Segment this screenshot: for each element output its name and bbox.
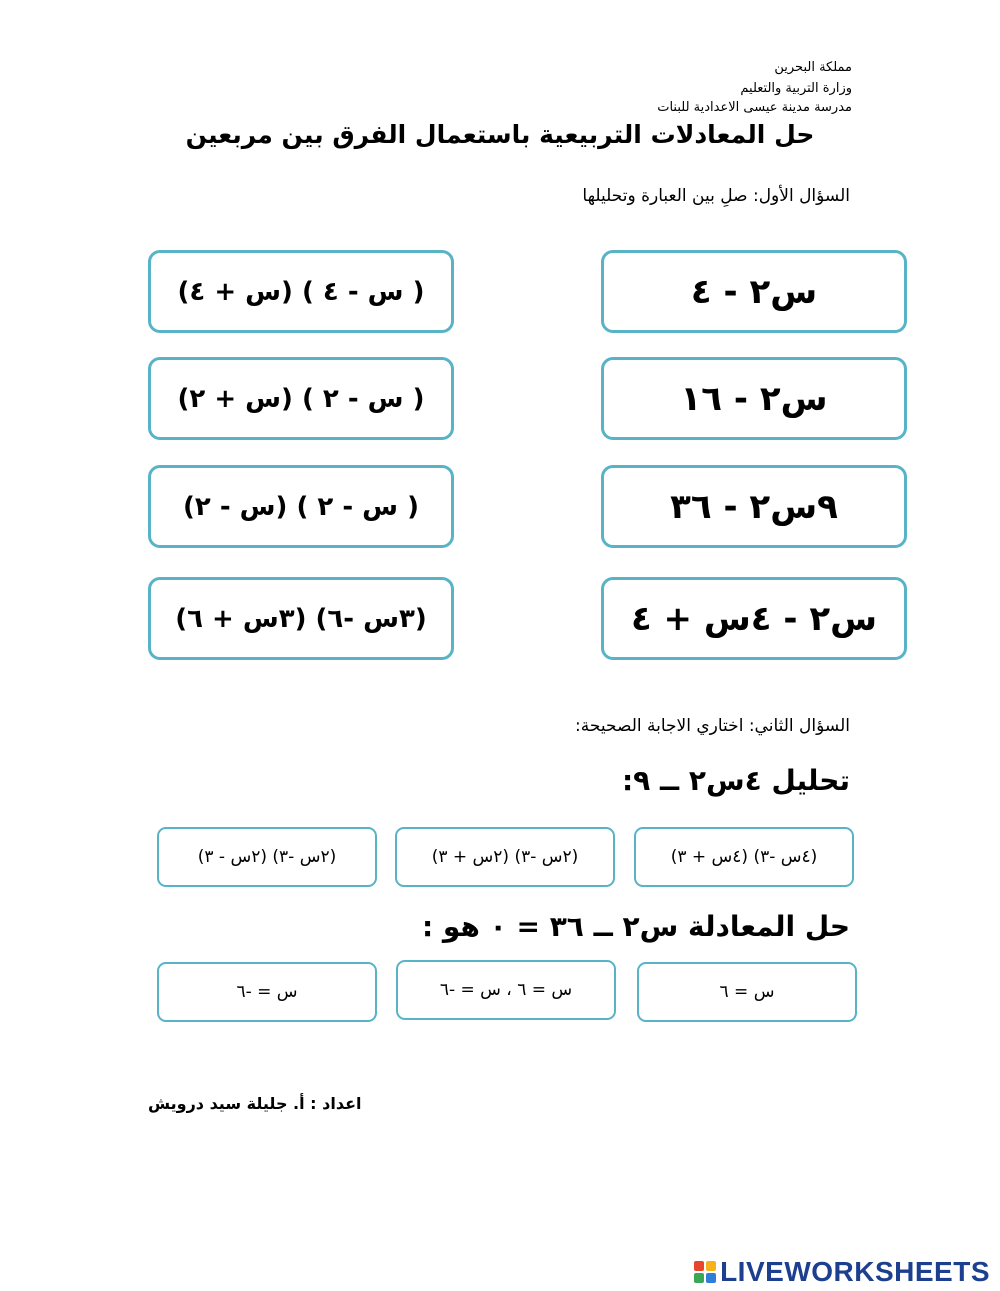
factorization-box[interactable]	[148, 465, 454, 548]
answer-option-text: (٤س -٣) (٤س + ٣)	[670, 847, 818, 867]
brand-logo-square	[694, 1273, 704, 1283]
expression-box[interactable]	[601, 577, 907, 660]
question1-prompt: السؤال الأول: صلِ بين العبارة وتحليلها	[582, 186, 850, 206]
answer-option[interactable]	[634, 827, 854, 887]
answer-option-text: س = -٦	[236, 982, 298, 1002]
answer-option-text: (٢س -٣) (٢س + ٣)	[431, 847, 579, 867]
author-credit: اعداد : أ. جليلة سيد درويش	[148, 1094, 362, 1113]
header-school: مدرسة مدينة عيسى الاعدادية للبنات	[657, 100, 852, 115]
answer-option[interactable]	[395, 827, 615, 887]
brand-logo-icon	[694, 1261, 716, 1283]
page-title: حل المعادلات التربيعية باستعمال الفرق بين مربعين	[185, 120, 815, 149]
question2-prompt: السؤال الثاني: اختاري الاجابة الصحيحة:	[575, 716, 850, 736]
answer-option[interactable]	[396, 960, 616, 1020]
question2-part2-heading: حل المعادلة س٢ ــ ٣٦ = ٠ هو :	[421, 910, 850, 943]
brand-logo-square	[706, 1273, 716, 1283]
question2-part1-heading: تحليل ٤س٢ ــ ٩:	[621, 764, 850, 797]
brand-logo-square	[694, 1261, 704, 1271]
expression-text: س٢ - ٤	[690, 271, 818, 312]
answer-option-text: (٢س -٣) (٢س - ٣)	[197, 847, 337, 867]
header-ministry: وزارة التربية والتعليم	[740, 81, 852, 96]
factorization-text: ( س - ٢ ) (س - ٢)	[183, 491, 419, 522]
factorization-text: ( س - ٢ ) (س + ٢)	[177, 383, 425, 414]
brand-logo-square	[706, 1261, 716, 1271]
answer-option[interactable]	[157, 827, 377, 887]
answer-option[interactable]	[157, 962, 377, 1022]
factorization-box[interactable]	[148, 250, 454, 333]
expression-text: س٢ - ٤س + ٤	[630, 598, 878, 639]
expression-box[interactable]	[601, 465, 907, 548]
expression-text: ٩س٢ - ٣٦	[670, 486, 838, 527]
factorization-text: (٣س -٦) (٣س + ٦)	[175, 603, 427, 634]
expression-box[interactable]	[601, 357, 907, 440]
brand-name: LIVEWORKSHEETS	[720, 1256, 990, 1287]
expression-box[interactable]	[601, 250, 907, 333]
factorization-box[interactable]	[148, 577, 454, 660]
expression-text: س٢ - ١٦	[680, 378, 828, 419]
answer-option[interactable]	[637, 962, 857, 1022]
answer-option-text: س = ٦ ، س = -٦	[439, 980, 573, 1000]
answer-option-text: س = ٦	[719, 982, 775, 1002]
factorization-box[interactable]	[148, 357, 454, 440]
header-country: مملكة البحرين	[774, 60, 852, 75]
brand-footer	[694, 1256, 990, 1288]
factorization-text: ( س - ٤ ) (س + ٤)	[177, 276, 425, 307]
